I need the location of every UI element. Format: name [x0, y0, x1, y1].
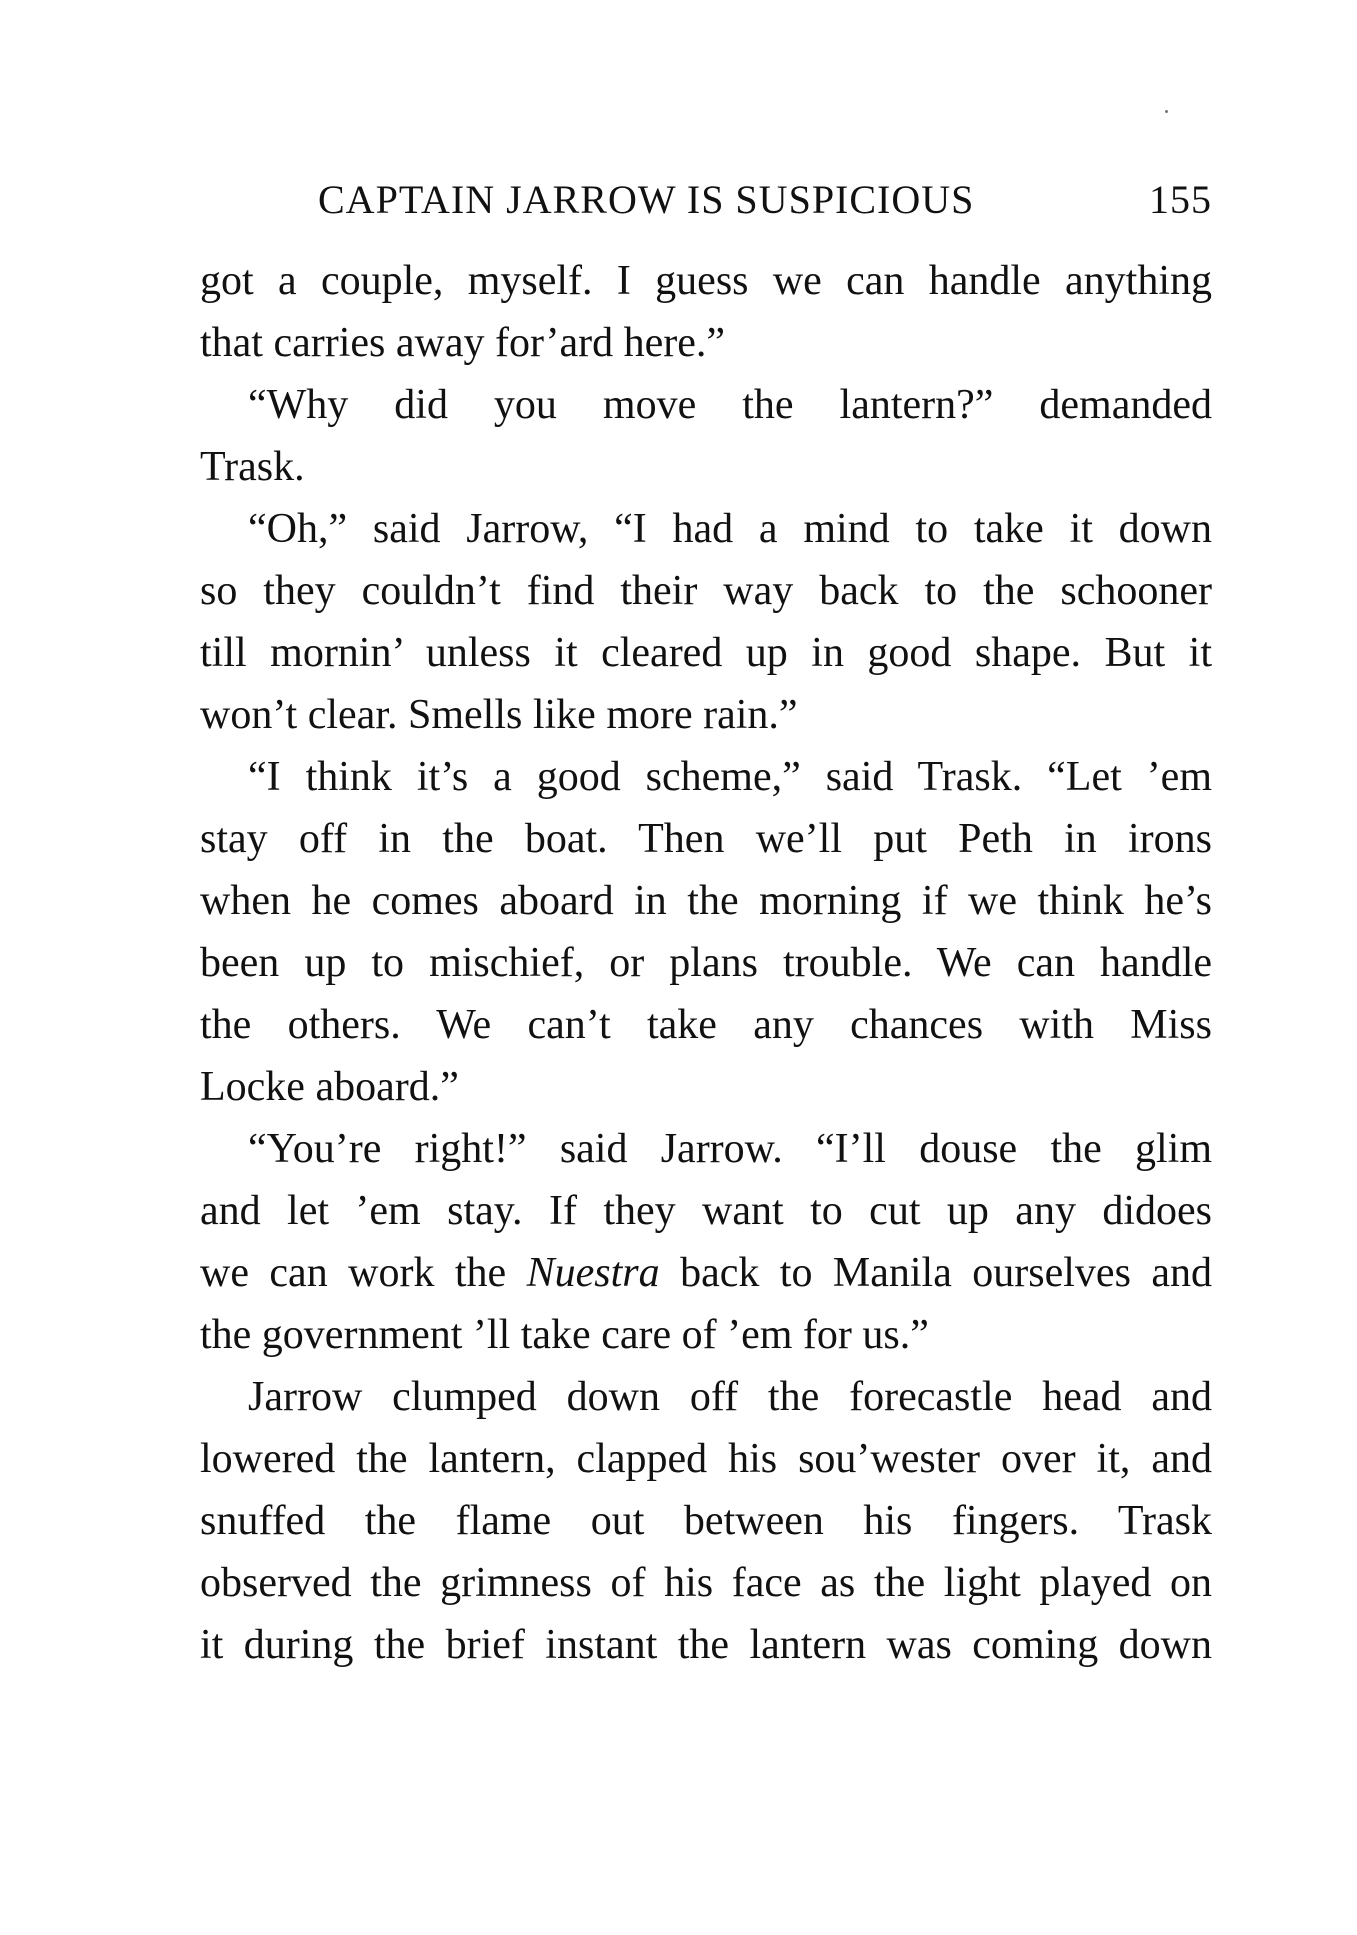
text-line: “You’re right!” said Jarrow. “I’ll douse the glim	[248, 1126, 1212, 1172]
text-line: the others. We can’t take any chances with Miss	[200, 1002, 1212, 1048]
text-line: it during the brief instant the lantern was coming down	[200, 1622, 1212, 1668]
italic-ship-name: Nuestra	[526, 1250, 660, 1296]
text-segment: we can work the	[200, 1250, 527, 1296]
text-line: Jarrow clumped down off the forecastle head and	[248, 1374, 1212, 1420]
print-speck	[1165, 110, 1168, 113]
chapter-title: CAPTAIN JARROW IS SUSPICIOUS	[318, 177, 975, 222]
text-line: “Oh,” said Jarrow, “I had a mind to take it down	[248, 506, 1212, 552]
text-line: lowered the lantern, clapped his sou’wester over it, and	[200, 1436, 1212, 1482]
text-line: stay off in the boat. Then we’ll put Peth in irons	[200, 816, 1212, 862]
text-line: till mornin’ unless it cleared up in good shape. But it	[200, 630, 1212, 676]
text-line: Trask.	[200, 444, 305, 490]
text-line: observed the grimness of his face as the light played on	[200, 1560, 1212, 1606]
body-text	[200, 250, 1212, 1676]
running-head	[200, 176, 1212, 226]
page-number: 155	[1149, 177, 1212, 222]
text-line: been up to mischief, or plans trouble. We can handle	[200, 940, 1212, 986]
text-line: that carries away for’ard here.”	[200, 320, 726, 366]
text-line: snuffed the flame out between his fingers. Trask	[200, 1498, 1212, 1544]
text-line: “Why did you move the lantern?” demanded	[248, 382, 1212, 428]
text-line: and let ’em stay. If they want to cut up any didoes	[200, 1188, 1212, 1234]
text-line: the government ’ll take care of ’em for us.”	[200, 1312, 929, 1358]
text-line: Locke aboard.”	[200, 1064, 459, 1110]
text-line: won’t clear. Smells like more rain.”	[200, 692, 798, 738]
text-line: so they couldn’t find their way back to the schooner	[200, 568, 1212, 614]
text-line: “I think it’s a good scheme,” said Trask. “Let ’em	[248, 754, 1212, 800]
text-line: got a couple, myself. I guess we can handle anything	[200, 258, 1212, 304]
text-line	[200, 1242, 1212, 1304]
text-segment: back to Manila ourselves and	[659, 1250, 1212, 1296]
text-line: when he comes aboard in the morning if we think he’s	[200, 878, 1212, 924]
